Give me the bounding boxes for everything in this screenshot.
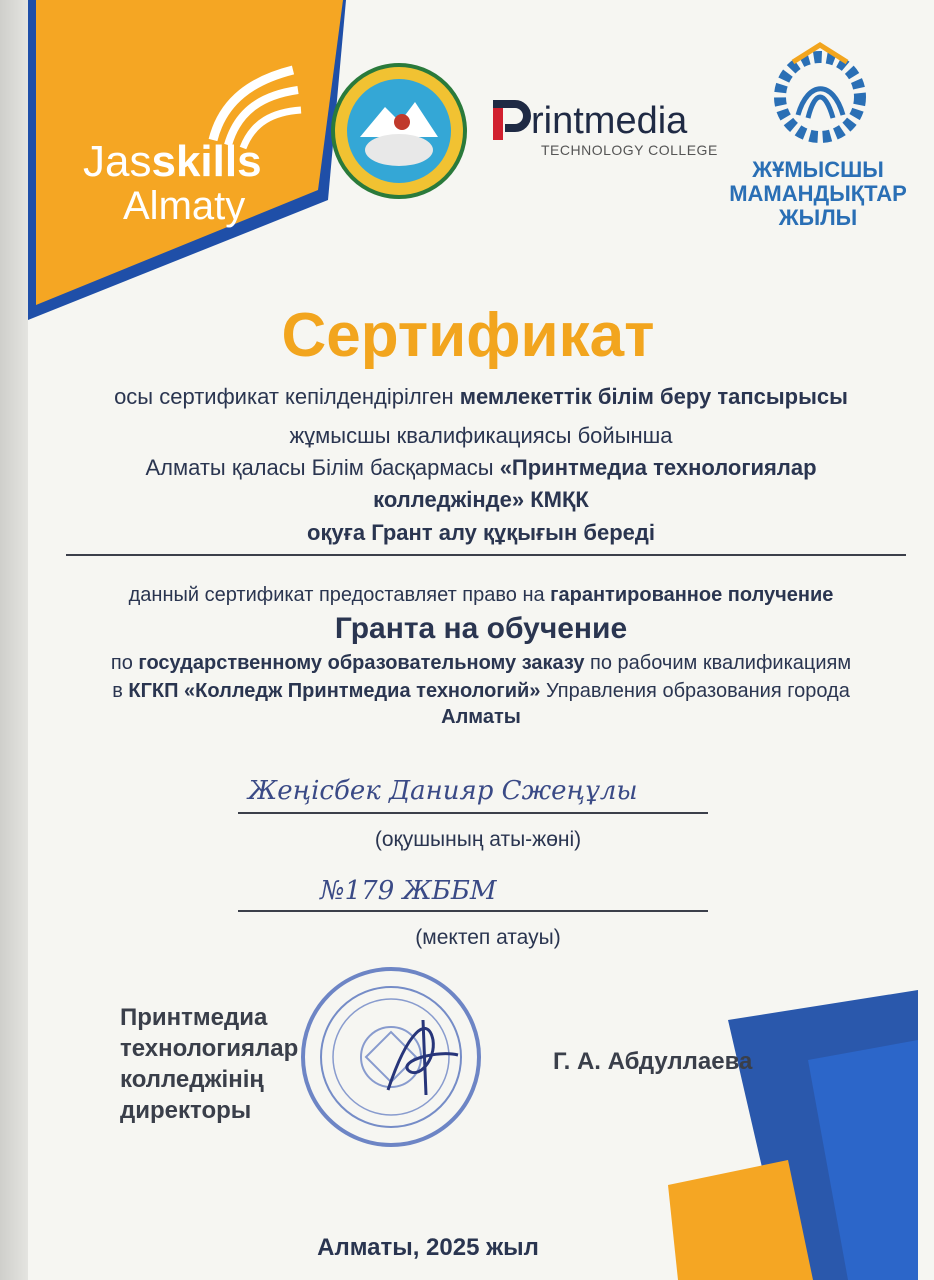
school-line <box>238 910 708 912</box>
bottom-right-orange-shape <box>668 1160 813 1280</box>
student-name-line <box>238 812 708 814</box>
signatory-role-line2: технологиялар <box>120 1035 299 1062</box>
ru-line-4-c: Управления образования города <box>540 680 850 702</box>
kk-line-4: колледжінде» КМҚК <box>373 487 589 512</box>
jasskills-text-a: Jas <box>83 137 152 186</box>
kk-line-1 <box>28 384 934 410</box>
signatory-role-line4: директоры <box>120 1097 252 1124</box>
certificate-title: Сертификат <box>281 301 655 370</box>
year-logo-text <box>728 158 908 230</box>
ru-line-1 <box>28 582 934 608</box>
printmedia-logo <box>491 100 718 158</box>
gear-logo-icon <box>763 40 878 155</box>
kk-line-5: оқуға Грант алу құқығын береді <box>307 520 655 545</box>
ru-line-1-normal: данный сертификат предоставляет право на <box>128 584 551 606</box>
kk-line-1-normal: осы сертификат кепілдендірілген <box>114 384 460 409</box>
kk-line-3 <box>28 455 934 481</box>
signatory-role <box>120 1002 298 1126</box>
year-logo-line2: МАМАНДЫҚТАР <box>729 181 907 206</box>
school-caption: (мектеп атауы) <box>415 926 561 949</box>
printmedia-name: rintmedia <box>531 100 688 142</box>
student-name-caption: (оқушының аты-жөні) <box>374 828 582 851</box>
ru-line-4 <box>28 678 934 704</box>
printmedia-subtitle: TECHNOLOGY COLLEGE <box>541 142 718 158</box>
ru-line-5: Алматы <box>441 706 521 728</box>
kk-line-3-bold: «Принтмедиа технологиялар <box>499 455 817 480</box>
ru-line-3-bold: государственному образовательному заказу <box>138 652 585 674</box>
certificate-page <box>28 0 934 1280</box>
school-value: №179 ЖББМ <box>320 876 497 906</box>
signatory-role-line1: Принтмедиа <box>120 1004 268 1031</box>
jasskills-logo <box>83 137 262 228</box>
kk-line-2: жұмысшы квалификациясы бойынша <box>289 423 673 448</box>
year-logo-line3: ЖЫЛЫ <box>778 205 858 230</box>
signatory-name: Г. А. Абдуллаева <box>553 1048 753 1075</box>
jasskills-swoosh-icon <box>193 60 303 150</box>
student-name-value: Жеңісбек Данияр Сжеңұлы <box>248 776 638 806</box>
jasskills-text-almaty: Almaty <box>123 184 246 228</box>
ru-line-3-c: по рабочим квалификациям <box>584 652 852 674</box>
footer-place-year: Алматы, 2025 жыл <box>317 1234 539 1261</box>
paper-shadow-edge <box>0 0 28 1280</box>
kk-line-3-normal: Алматы қаласы Білім басқармасы <box>145 455 500 480</box>
ru-line-1-bold: гарантированное получение <box>550 584 834 606</box>
section-divider <box>66 554 906 556</box>
ru-line-3 <box>28 650 934 676</box>
printmedia-p-icon <box>491 100 531 142</box>
kk-line-1-bold: мемлекеттік білім беру тапсырысы <box>459 384 848 409</box>
ru-line-4-bold: КГКП «Колледж Принтмедиа технологий» <box>128 680 541 702</box>
year-logo-line1: ЖҰМЫСШЫ <box>752 157 884 182</box>
ru-line-3-a: по <box>110 652 139 674</box>
almaty-emblem-icon <box>330 62 468 200</box>
ru-line-2-grant: Гранта на обучение <box>334 612 628 645</box>
signatory-role-line3: колледжінің <box>120 1066 264 1093</box>
ru-line-4-a: в <box>112 680 129 702</box>
signature-icon <box>378 1010 468 1100</box>
jasskills-text-b: skills <box>151 137 262 186</box>
